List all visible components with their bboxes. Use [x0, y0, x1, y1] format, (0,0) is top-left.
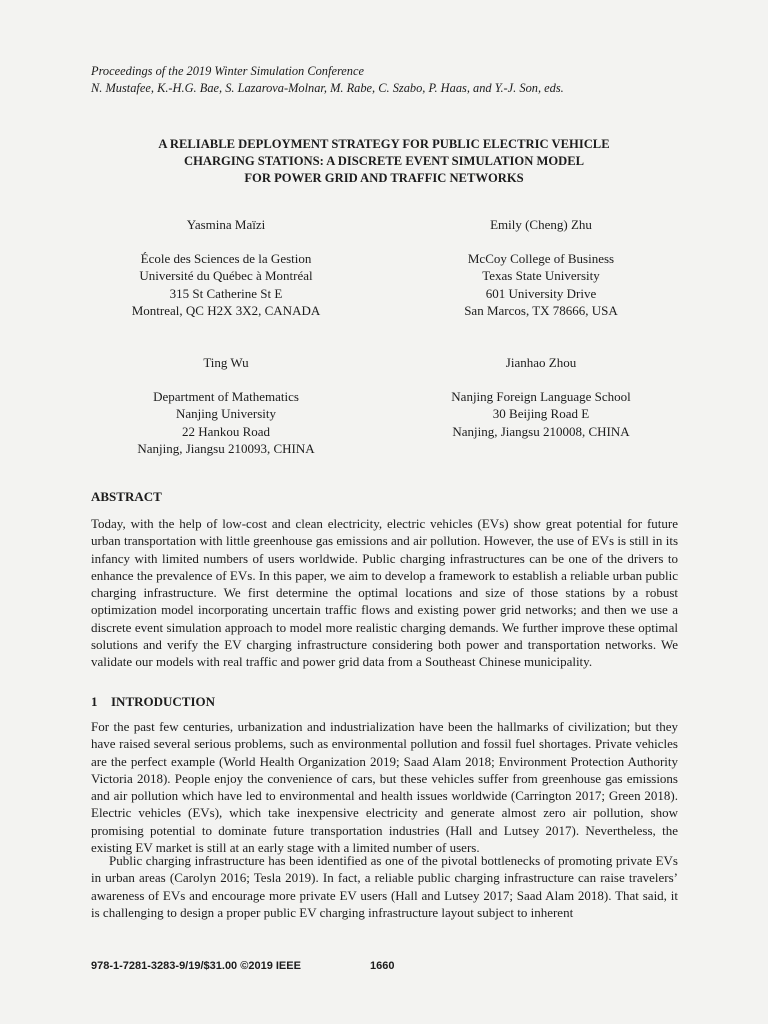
author-name: Emily (Cheng) Zhu: [490, 217, 592, 232]
author-block-4: [391, 354, 691, 440]
affiliation-line: 22 Hankou Road: [181, 423, 271, 439]
author-name: Jianhao Zhou: [505, 355, 577, 370]
proceedings-header: [91, 63, 564, 97]
affiliation-line: Department of Mathematics: [153, 388, 299, 404]
affiliation-line: Nanjing University: [175, 406, 276, 421]
proceedings-title: Proceedings of the 2019 Winter Simulation Conference: [91, 64, 365, 78]
abstract-heading: ABSTRACT: [91, 489, 162, 504]
footer-isbn: 978-1-7281-3283-9/19/$31.00 ©2019 IEEE: [91, 960, 301, 972]
title-line-1: A RELIABLE DEPLOYMENT STRATEGY FOR PUBLIC ELECTRIC VEHICLE: [158, 137, 610, 151]
affiliation-line: Nanjing Foreign Language School: [451, 388, 631, 404]
affiliation-line: École des Sciences de la Gestion: [140, 250, 312, 266]
affiliation-line: Université du Québec à Montréal: [139, 268, 313, 283]
affiliation-line: 315 St Catherine St E: [169, 285, 283, 301]
section-number: 1: [91, 694, 98, 709]
affiliation-line: Texas State University: [482, 268, 600, 283]
affiliation-line: 30 Beijing Road E: [492, 406, 590, 421]
affiliation-line: Nanjing, Jiangsu 210093, CHINA: [137, 441, 315, 456]
introduction-paragraph-1: For the past few centuries, urbanization and industrialization have been the hallmarks of civilization; but they have raised several serious problems, such as environmental pollution and fossil fuel shortages. Private vehicles are the perfect example (World Health Organization 2019; Saad Alam 2018; Environment Protection Authority Victoria 2018). People enjoy the convenience of cars, but these vehicles suffer from greenhouse gas emissions and air pollution which have led to environmental and health issues worldwide (Carrington 2017; Green 2018). Electric vehicles (EVs), which take inexpensive electricity and generate almost zero air pollution, show promising potential to dominate future transportation industries (Hall and Lutsey 2017). Nevertheless, the existing EV market is still at an early stage with a limited number of users.: [91, 719, 678, 856]
paper-title: [60, 136, 708, 187]
author-block-1: [76, 216, 376, 320]
abstract-text: Today, with the help of low-cost and clean electricity, electric vehicles (EVs) show great potential for future urban transportation with little greenhouse gas emissions and air pollution. However, the use of EVs is still in its infancy with limited numbers of users worldwide. Public charging infrastructures can be one of the drivers to enhance the prevalence of EVs. In this paper, we aim to develop a framework to establish a reliable urban public charging infrastructure. We first determine the optimal locations and size of those stations by a robust optimization model incorporating uncertain traffic flows and existing power grid networks; and then we use a discrete event simulation approach to model more realistic charging demands. We further improve these optimal solutions and verify the EV charging infrastructure considering both power and transportation networks. We validate our models with real traffic and power grid data from a Southeast Chinese municipality.: [91, 516, 678, 670]
affiliation-line: San Marcos, TX 78666, USA: [464, 303, 618, 318]
introduction-heading: [91, 694, 215, 710]
affiliation-line: 601 University Drive: [485, 285, 597, 301]
title-line-3: FOR POWER GRID AND TRAFFIC NETWORKS: [244, 171, 524, 185]
affiliation-line: McCoy College of Business: [467, 250, 615, 266]
affiliation-line: Montreal, QC H2X 3X2, CANADA: [131, 303, 321, 318]
author-name: Ting Wu: [203, 355, 249, 370]
page-number: 1660: [370, 960, 395, 972]
author-block-2: [391, 216, 691, 320]
author-block-3: [76, 354, 376, 458]
introduction-paragraph-2: Public charging infrastructure has been identified as one of the pivotal bottlenecks of promoting private EVs in urban areas (Carolyn 2016; Tesla 2019). In fact, a reliable public charging infrastructure can raise travelers’ awareness of EVs and encourage more private EV users (Hall and Lutsey 2017; Saad Alam 2018). That said, it is challenging to design a proper public EV charging infrastructure layout subject to inherent: [91, 853, 678, 920]
author-name: Yasmina Maïzi: [186, 217, 266, 232]
section-title: INTRODUCTION: [111, 694, 216, 709]
affiliation-line: Nanjing, Jiangsu 210008, CHINA: [452, 423, 630, 439]
editors-line: N. Mustafee, K.-H.G. Bae, S. Lazarova-Molnar, M. Rabe, C. Szabo, P. Haas, and Y.-J. Son, eds.: [91, 81, 564, 95]
title-line-2: CHARGING STATIONS: A DISCRETE EVENT SIMULATION MODEL: [183, 154, 585, 168]
